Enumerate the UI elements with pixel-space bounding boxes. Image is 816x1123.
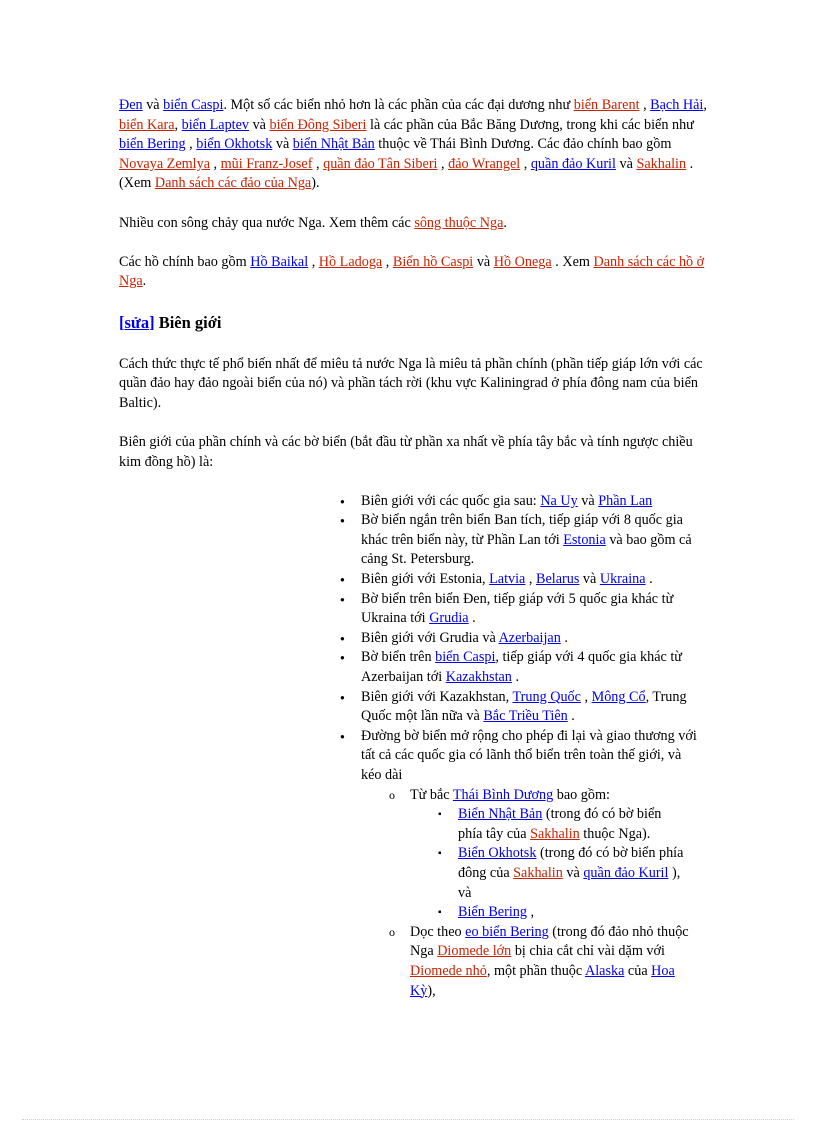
text: , một phần thuộc [486,962,585,979]
link-azerbaijan[interactable]: Azerbaijan [498,629,561,646]
text: . [560,629,568,646]
list-item [340,511,700,570]
text: . Một số các biển nhỏ hơn là các phần của các đại dương như [223,97,574,113]
text: . [567,708,575,725]
text: . [142,273,147,290]
list-item [340,688,700,727]
text: Biên giới với Grudia và [361,629,499,646]
text: (trong đó đảo nhỏ thuộc Nga [410,923,689,960]
text: Nhiều con sông chảy qua nước Nga. Xem thêm các [119,214,415,231]
link-bien-okhotsk[interactable]: biển Okhotsk [196,136,273,153]
sublist-item [389,923,700,1001]
link-na-uy[interactable]: Na Uy [540,492,578,509]
paragraph-description: Cách thức thực tế phổ biến nhất để miêu tả nước Nga là miêu tả phần chính (phần tiếp giáp lớn với các quần đảo hay đảo ngoài biển của nó) và phần tách rời (khu vực Kaliningrad ở phía đông nam của biển Baltic). [119,355,703,411]
link-danh-sach-ho[interactable]: Danh sách các hồ ở Nga [119,253,705,290]
text: và [142,97,164,113]
link-ho-baikal[interactable]: Hồ Baikal [250,253,309,270]
link-bien-nhat-ban-2[interactable]: Biển Nhật Bản [458,806,543,823]
link-alaska[interactable]: Alaska [584,962,625,979]
text: Bờ biển trên [361,649,436,666]
paragraph-borders-intro: Biên giới của phần chính và các bờ biển (bắt đầu từ phần xa nhất về phía tây bắc và tính ngược chiều kim đồng hồ) là: [119,433,693,470]
link-quan-dao-kuril-2[interactable]: quần đảo Kuril [583,864,669,881]
link-mui-franz-josef[interactable]: mũi Franz-Josef [220,155,313,172]
text: , [312,155,324,172]
text: . [511,669,519,686]
link-mong-co[interactable]: Mông Cổ [591,688,646,705]
link-sakhalin-2[interactable]: Sakhalin [530,825,580,842]
text: và [562,864,584,881]
text: , Trung Quốc một lần nữa và [361,688,687,725]
link-latvia[interactable]: Latvia [489,571,526,588]
text: Bờ biển ngắn trên biển Ban tích, tiếp giáp với 8 quốc gia khác trên biển này, từ Phần Lan tới [361,512,683,548]
text: , [580,688,592,705]
link-song-thuoc-nga[interactable]: sông thuộc Nga [414,214,504,231]
text: (trong đó có bờ biển phía đông của [458,845,684,881]
text: , [210,155,221,172]
link-trung-quoc[interactable]: Trung Quốc [512,688,581,705]
link-danh-sach-dao[interactable]: Danh sách các đảo của Nga [154,175,312,192]
text: và bao gồm cả cảng St. Petersburg. [361,531,692,568]
text: (trong đó có bờ biển phía tây của [458,806,662,842]
list-item [340,629,700,649]
text: . (Xem [119,155,694,192]
text: là các phần của Bắc Băng Dương, trong khi các biển như [366,116,694,133]
link-eo-bien-bering[interactable]: eo biển Bering [465,923,549,940]
link-den[interactable]: Đen [119,97,143,113]
section-heading [119,312,709,334]
link-bach-hai[interactable]: Bạch Hải [650,97,704,113]
text: và [577,492,599,509]
text: , [174,116,182,133]
link-novaya-zemlya[interactable]: Novaya Zemlya [119,155,210,172]
text: Biên giới với Kazakhstan, [361,688,513,705]
link-grudia[interactable]: Grudia [429,610,469,627]
link-thai-binh-duong[interactable]: Thái Bình Dương [452,786,554,803]
text: , tiếp giáp với 4 quốc gia khác từ Azerbaijan tới [361,649,682,686]
text: , [308,253,319,270]
text: ). [311,175,320,192]
link-ho-ladoga[interactable]: Hồ Ladoga [318,253,383,270]
paragraph-rivers [119,214,709,234]
text: , [520,155,531,172]
text: Đường bờ biển mở rộng cho phép đi lại và giao thương với tất cả các quốc gia có lãnh thổ biển trên toàn thế giới, và kéo dài [361,727,697,783]
edit-bracket-close: ] [149,312,155,332]
sublist-item [389,786,700,923]
text: bao gồm: [553,786,610,803]
list-item [340,492,700,512]
list-item [340,570,700,590]
subsublist-item [438,903,688,923]
link-bien-ho-caspi[interactable]: Biển hồ Caspi [392,253,474,270]
text: Các hồ chính bao gồm [119,253,251,270]
text: , [526,904,535,921]
link-bien-barent[interactable]: biển Barent [573,97,640,113]
link-sakhalin[interactable]: Sakhalin [636,155,687,172]
text: Biên giới với Estonia, [361,571,490,588]
sublist [361,786,700,1002]
edit-section-link[interactable]: sửa [124,312,150,332]
text: bị chia cắt chỉ vài dặm với [511,943,665,960]
link-bac-trieu-tien[interactable]: Bắc Triều Tiên [483,708,568,725]
link-diomede-lon[interactable]: Diomede lớn [437,943,512,960]
document-page [119,96,709,999]
text: thuộc về Thái Bình Dương. Các đảo chính bao gồm [374,136,672,153]
link-ho-onega[interactable]: Hồ Onega [493,253,552,270]
link-bien-dong-siberi[interactable]: biển Đông Siberi [269,116,367,133]
text: , [437,155,449,172]
link-phan-lan[interactable]: Phần Lan [598,492,653,509]
link-bien-caspi[interactable]: biển Caspi [163,97,224,113]
text: và [615,155,637,172]
text: Bờ biển trên biển Đen, tiếp giáp với 5 quốc gia khác từ Ukraina tới [361,590,674,627]
section-title: Biên giới [158,312,222,332]
link-sakhalin-3[interactable]: Sakhalin [513,864,563,881]
edit-bracket-open: [ [119,312,125,332]
text: , [185,136,197,153]
link-bien-kara[interactable]: biển Kara [119,116,175,133]
link-bien-caspi-2[interactable]: biển Caspi [435,649,496,666]
paragraph-seas [119,96,709,194]
link-bien-bering[interactable]: biển Bering [119,136,186,153]
list-item [340,648,700,687]
text: và [579,571,600,588]
link-diomede-nho[interactable]: Diomede nhỏ [410,962,487,979]
link-hoa-ky[interactable]: Hoa Kỳ [410,962,675,999]
text: và [249,116,270,133]
paragraph-lakes [119,253,709,292]
borders-list [340,492,700,1001]
text: thuộc Nga). [579,825,651,842]
text: . Xem [551,253,594,270]
text: và [272,136,293,153]
text: Biên giới với các quốc gia sau: [361,492,541,509]
text: , [382,253,393,270]
text: , [639,97,651,113]
link-dao-wrangel[interactable]: đảo Wrangel [448,155,521,172]
text: . [503,214,507,231]
text: Từ bắc [410,786,453,803]
link-kazakhstan[interactable]: Kazakhstan [445,669,512,686]
link-bien-nhat-ban[interactable]: biển Nhật Bản [292,136,375,153]
link-bien-okhotsk-2[interactable]: Biển Okhotsk [458,845,537,862]
link-belarus[interactable]: Belarus [536,571,580,588]
text: , [703,97,707,113]
link-estonia[interactable]: Estonia [563,531,606,548]
subsublist [410,805,688,923]
link-quan-dao-kuril[interactable]: quần đảo Kuril [530,155,616,172]
link-ukraina[interactable]: Ukraina [599,571,646,588]
text: ), và [458,864,681,901]
link-quan-dao-tan-siberi[interactable]: quần đảo Tân Siberi [323,155,438,172]
text: ), [427,982,436,999]
list-item [340,727,700,1001]
link-bien-laptev[interactable]: biển Laptev [181,116,250,133]
link-bien-bering-2[interactable]: Biển Bering [458,904,527,921]
text: . [468,610,476,627]
subsublist-item [438,844,688,903]
page-bottom-divider [22,1119,794,1120]
subsublist-item [438,805,688,844]
text: , [525,571,536,588]
text: và [473,253,494,270]
list-item [340,590,700,629]
text: của [624,962,652,979]
text: Dọc theo [410,923,466,940]
text: . [645,571,653,588]
